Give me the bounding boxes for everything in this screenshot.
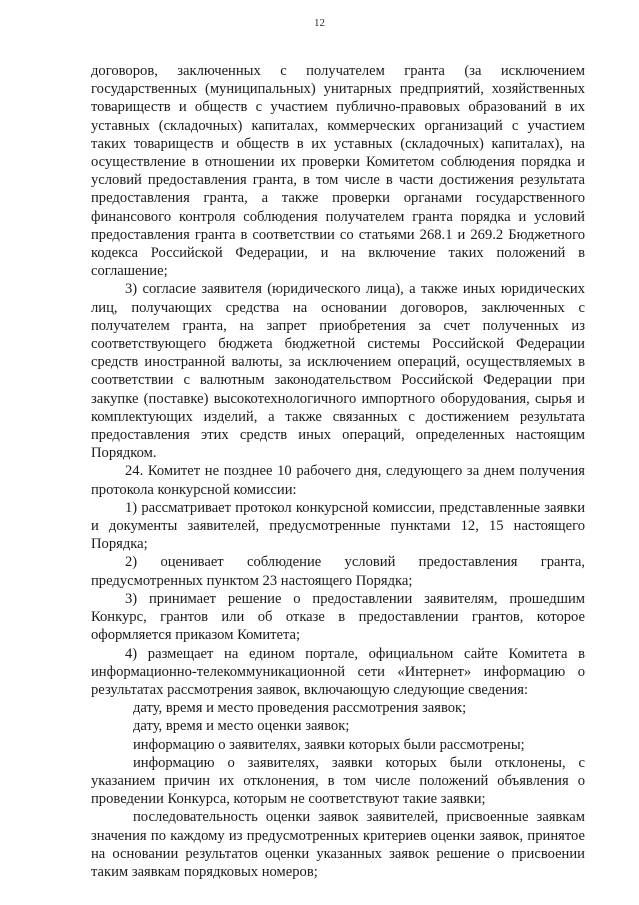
list-item-review-date: дату, время и место проведения рассмотрения заявок; [133,700,467,717]
paragraph-item-3-decision: 3) принимает решение о предоставлении заявителям, прошедшим Конкурс, грантов или об отказе в предоставлении грантов, которое оформляется приказом Комитета; [91,590,585,644]
document-body [91,62,585,881]
paragraph-item-2-evaluate: 2) оценивает соблюдение условий предоставления гранта, предусмотренных пунктом 23 настоящего Порядка; [91,554,585,589]
list-item-evaluation-date: дату, время и место оценки заявок; [133,718,350,735]
paragraph-item-3-consent: 3) согласие заявителя (юридического лица), а также иных юридических лиц, получающих средства на основании договоров, заключенных с получателем гранта, на запрет приобретения за счет полученных из соответствующего бюджета бюджетной системы Российской Федерации средств иностранной валюты, за исключением операций, осуществляемых в соответствии с валютным законодательством Российской Федерации при закупке (поставке) высокотехнологичного импортного оборудования, сырья и комплектующих изделий, а также связанных с достижением результата предоставления этих средств иных операций, определенных настоящим Порядком. [91,281,585,462]
paragraph-item-1-review: 1) рассматривает протокол конкурсной комиссии, представленные заявки и документы заявителей, предусмотренные пунктами 12, 15 настоящего Порядка; [91,499,585,553]
paragraph-continuation: договоров, заключенных с получателем гранта (за исключением государственных (муниципальных) унитарных предприятий, хозяйственных товариществ и обществ с участием публично-правовых образований в их уставных (складочных) капиталах, коммерческих организаций с участием таких товариществ и обществ в их уставных (складочных) капиталах), на осуществление в отношении их проверки Комитетом соблюдения порядка и условий предоставления гранта, в том числе в части достижения результата предоставления гранта, а также проверки органами государственного финансового контроля соблюдения получателем гранта порядка и условий предоставления гранта в соответствии со статьями 268.1 и 269.2 Бюджетного кодекса Российской Федерации, и на включение таких положений в соглашение; [91,63,585,280]
paragraph-item-4-publish: 4) размещает на едином портале, официальном сайте Комитета в информационно-телекоммуникационной сети «Интернет» информацию о результатах рассмотрения заявок, включающую следующие сведения: [91,645,585,698]
list-item-rejected-applicants: информацию о заявителях, заявки которых были отклонены, с указанием причин их отклонения, в том числе положений объявления о проведении Конкурса, которым не соответствуют такие заявки; [91,754,585,808]
list-item-evaluation-sequence: последовательность оценки заявок заявителей, присвоенные заявкам значения по каждому из предусмотренных критериев оценки заявок, принятое на основании результатов оценки указанных заявок решение о присвоении таким заявкам порядковых номеров; [91,809,585,880]
paragraph-section-24: 24. Комитет не позднее 10 рабочего дня, следующего за днем получения протокола конкурсной комиссии: [91,463,585,498]
page-number: 12 [314,17,325,29]
list-item-reviewed-applicants: информацию о заявителях, заявки которых были рассмотрены; [133,736,525,753]
